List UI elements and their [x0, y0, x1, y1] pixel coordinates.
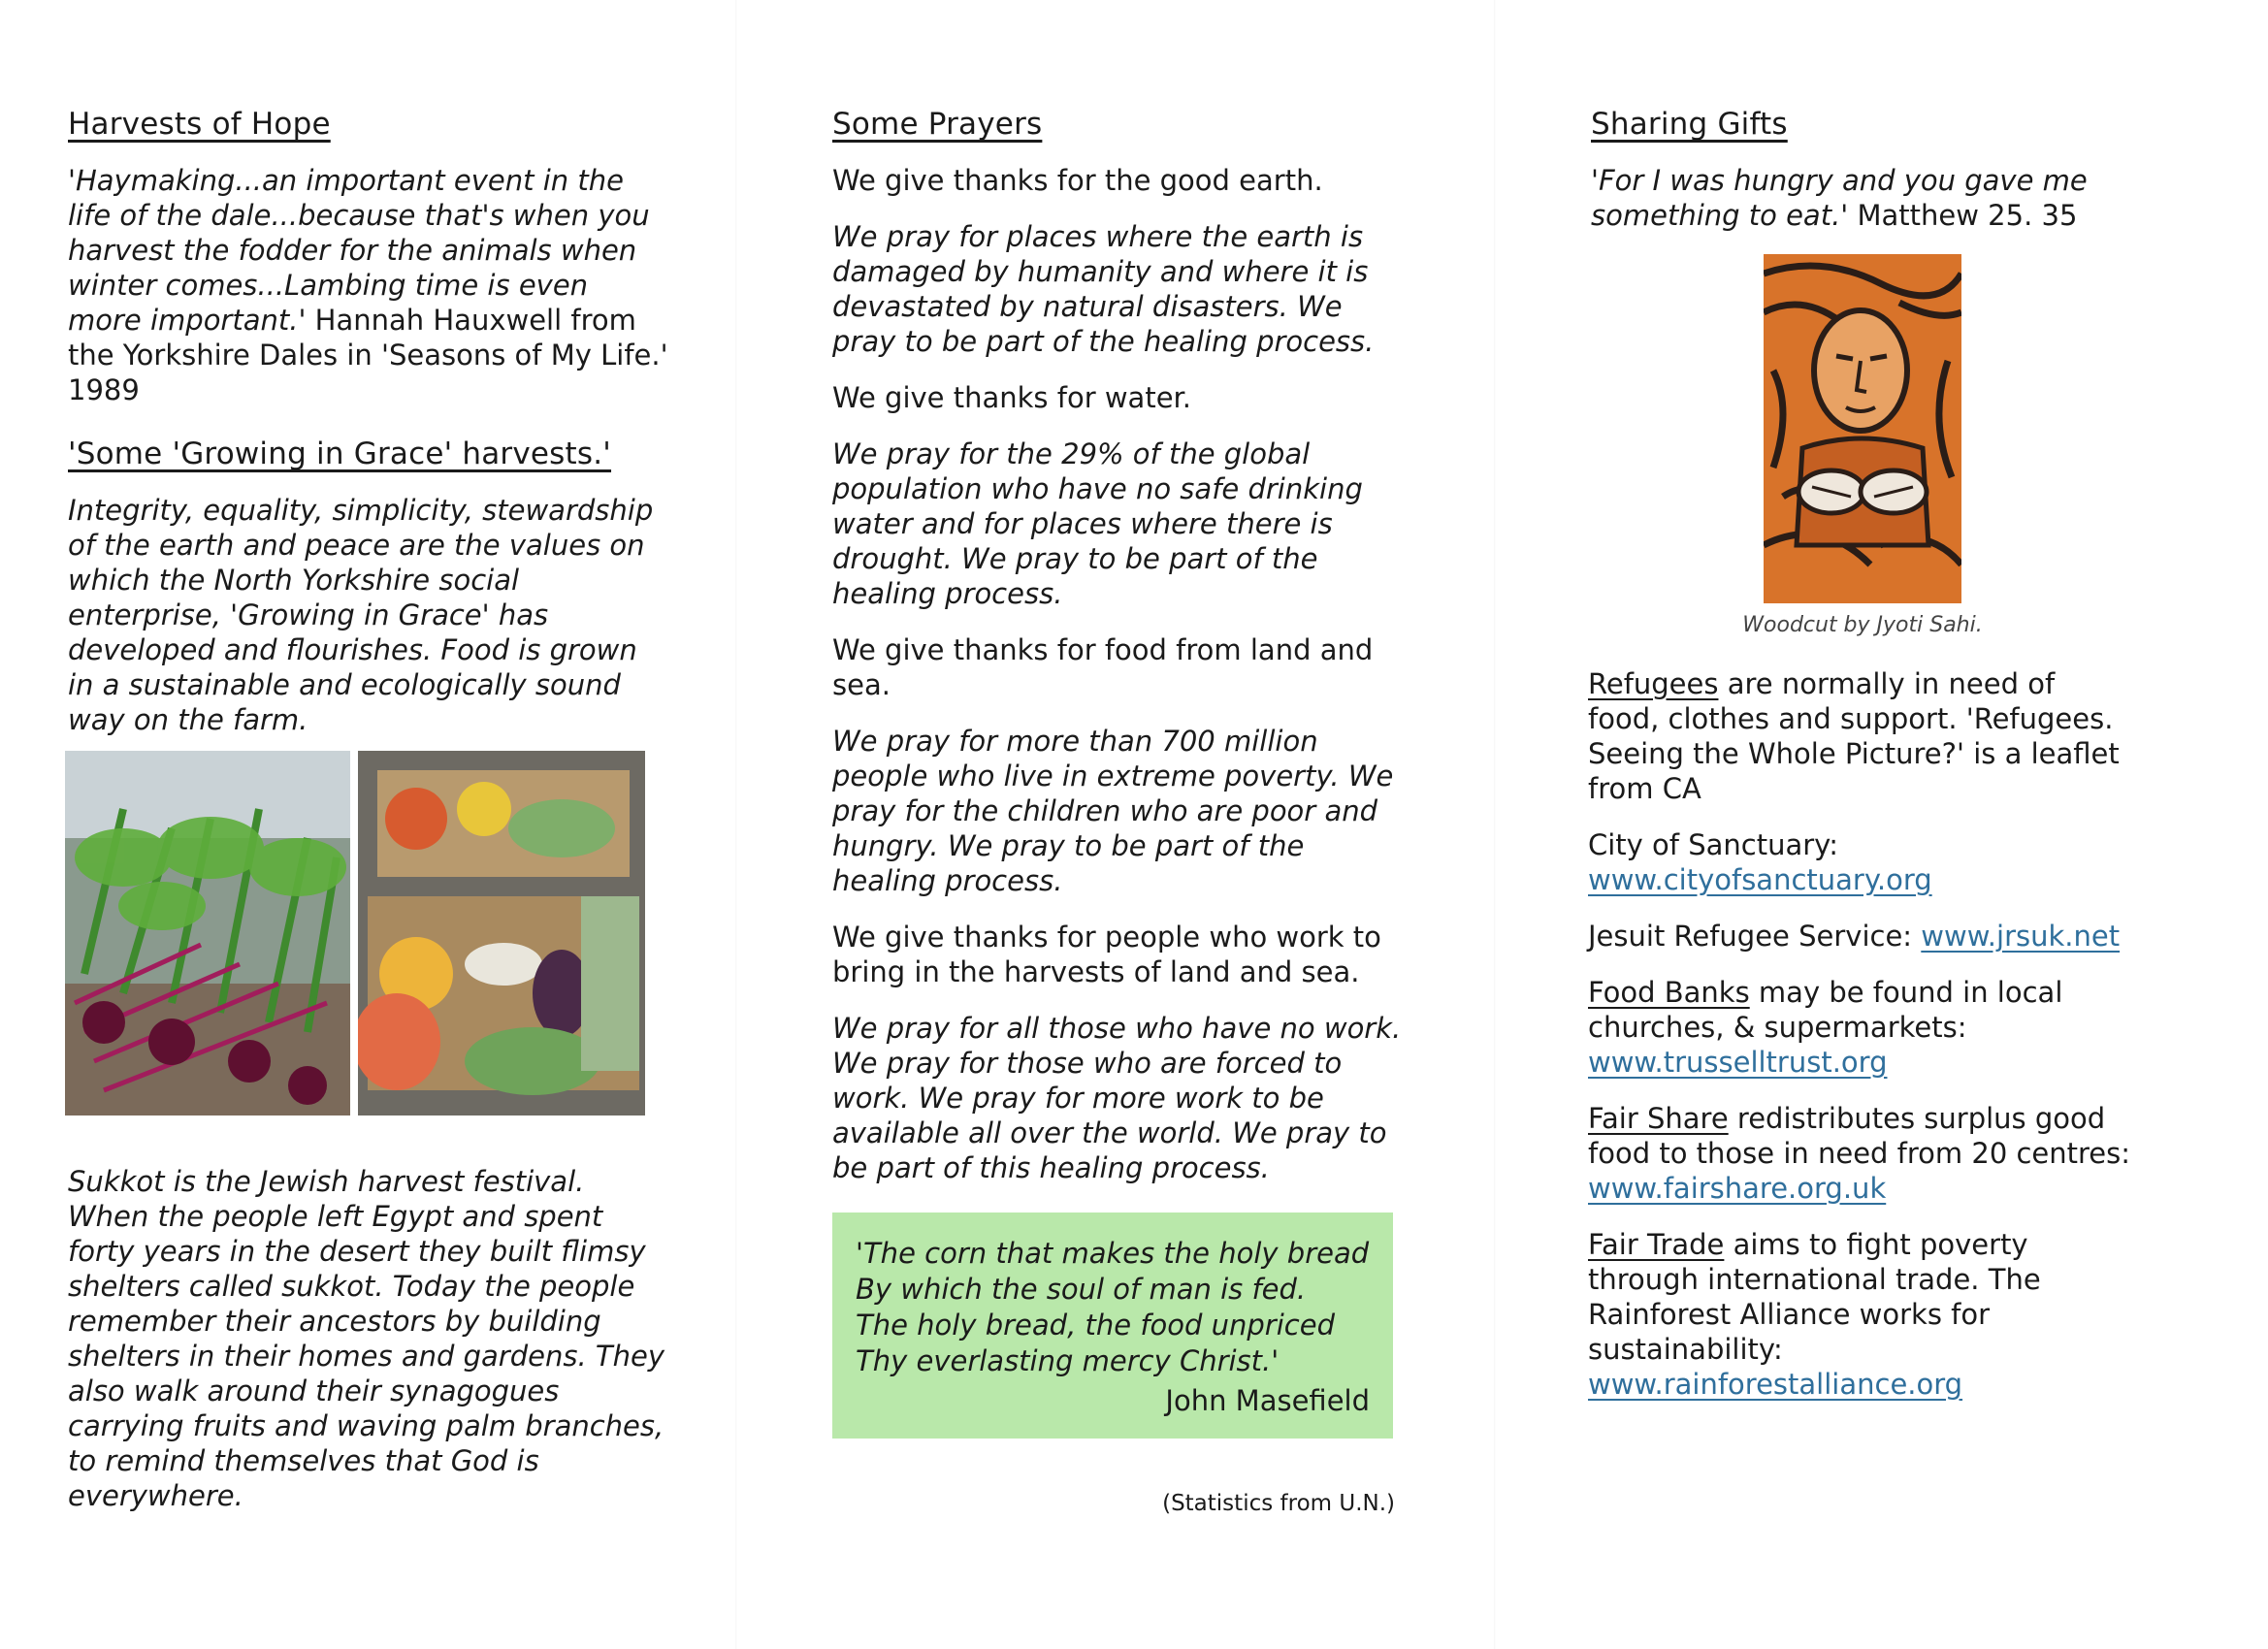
- hauxwell-quote: 'Haymaking...an important event in the life of the dale...because that's when you harvest the fodder for the animals when winter comes...Lambing time is even more important.' Hannah Hauxwell from the Yorkshire Dales in 'Seasons of My Life.' 1989: [68, 164, 668, 406]
- heading-harvests-of-hope: Harvests of Hope: [68, 107, 331, 142]
- link-trussell-trust[interactable]: www.trusselltrust.org: [1588, 1046, 1888, 1079]
- prayer-3: We give thanks for water.: [832, 381, 1192, 414]
- link-fairshare[interactable]: www.fairshare.org.uk: [1588, 1172, 1887, 1205]
- matthew-quote: 'For I was hungry and you gave me something to eat.' Matthew 25. 35: [1591, 164, 2088, 232]
- prayer-5: We give thanks for food from land and sea.: [832, 633, 1374, 701]
- woodcut-image: [1764, 254, 1961, 603]
- masefield-poem-box: [832, 1212, 1393, 1439]
- woodcut-figure: [1591, 254, 2134, 607]
- fold-line-right: [1494, 0, 1496, 1649]
- city-of-sanctuary-paragraph: City of Sanctuary: www.cityofsanctuary.org: [1588, 828, 1932, 896]
- heading-some-prayers: Some Prayers: [832, 107, 1043, 142]
- heading-sharing-gifts: Sharing Gifts: [1591, 107, 1788, 142]
- poem-line: The holy bread, the food unpriced: [856, 1309, 1335, 1342]
- sukkot-text: Sukkot is the Jewish harvest festival. When the people left Egypt and spent forty years in the desert they built flimsy shelters called sukkot. Today the people remember their ancestors by building shelters in their homes and gardens. They also walk around their synagogues carrying fruits and waving palm branches, to remind themselves that God is everywhere.: [68, 1165, 664, 1512]
- prayer-2: We pray for places where the earth is damaged by humanity and where it is devastated by natural disasters. We pray to be part of the healing process.: [832, 220, 1375, 358]
- poem-line: By which the soul of man is fed.: [856, 1273, 1307, 1306]
- prayer-1: We give thanks for the good earth.: [832, 164, 1323, 197]
- panel-sharing-gifts: [1588, 107, 2134, 1423]
- panel-harvests-of-hope: [68, 107, 669, 1535]
- woodcut-caption: Woodcut by Jyoti Sahi.: [1742, 613, 1983, 637]
- panel-some-prayers: [832, 107, 1414, 1516]
- veg-boxes-photo: [358, 751, 645, 1116]
- fair-trade-paragraph: Fair Trade aims to fight poverty through international trade. The Rainforest Alliance works for sustainability: www.rainforestalliance.org: [1588, 1228, 2041, 1401]
- heading-growing-in-grace: 'Some 'Growing in Grace' harvests.': [68, 436, 612, 471]
- prayer-4: We pray for the 29% of the global population who have no safe drinking water and for places where there is drought. We pray to be part of the healing process.: [832, 437, 1363, 610]
- poem-line: 'The corn that makes the holy bread: [856, 1237, 1370, 1270]
- growing-in-grace-text: Integrity, equality, simplicity, stewardship of the earth and peace are the values on which the North Yorkshire social enterprise, 'Growing in Grace' has developed and flourishes. Food is grown in a sustainable and ecologically sound way on the farm.: [68, 494, 654, 736]
- poem-line: Thy everlasting mercy Christ.': [856, 1344, 1280, 1377]
- refugees-paragraph: Refugees are normally in need of food, clothes and support. 'Refugees. Seeing the Whole Picture?' is a leaflet from CA: [1588, 667, 2120, 805]
- prayer-6: We pray for more than 700 million people who live in extreme poverty. We pray for the children who are poor and hungry. We pray to be part of the healing process.: [832, 725, 1394, 897]
- prayer-8: We pray for all those who have no work. We pray for those who are forced to work. We pray for more work to be available all over the world. We pray to be part of this healing process.: [832, 1012, 1402, 1184]
- link-jrsuk[interactable]: www.jrsuk.net: [1921, 920, 2121, 953]
- jesuit-refugee-paragraph: Jesuit Refugee Service: www.jrsuk.net: [1588, 920, 2121, 953]
- link-city-of-sanctuary[interactable]: www.cityofsanctuary.org: [1588, 863, 1932, 896]
- poem-author: John Masefield: [1165, 1384, 1370, 1417]
- food-banks-paragraph: Food Banks may be found in local churches, & supermarkets: www.trusselltrust.org: [1588, 976, 2063, 1079]
- prayer-7: We give thanks for people who work to bring in the harvests of land and sea.: [832, 921, 1381, 988]
- statistics-note: (Statistics from U.N.): [1162, 1491, 1395, 1516]
- beetroot-photo: [65, 751, 350, 1116]
- link-rainforest-alliance[interactable]: www.rainforestalliance.org: [1588, 1368, 1963, 1401]
- fair-share-paragraph: Fair Share redistributes surplus good food to those in need from 20 centres: www.fairshare.org.uk: [1588, 1102, 2131, 1205]
- fold-line-left: [735, 0, 737, 1649]
- harvest-photos: [65, 751, 669, 1116]
